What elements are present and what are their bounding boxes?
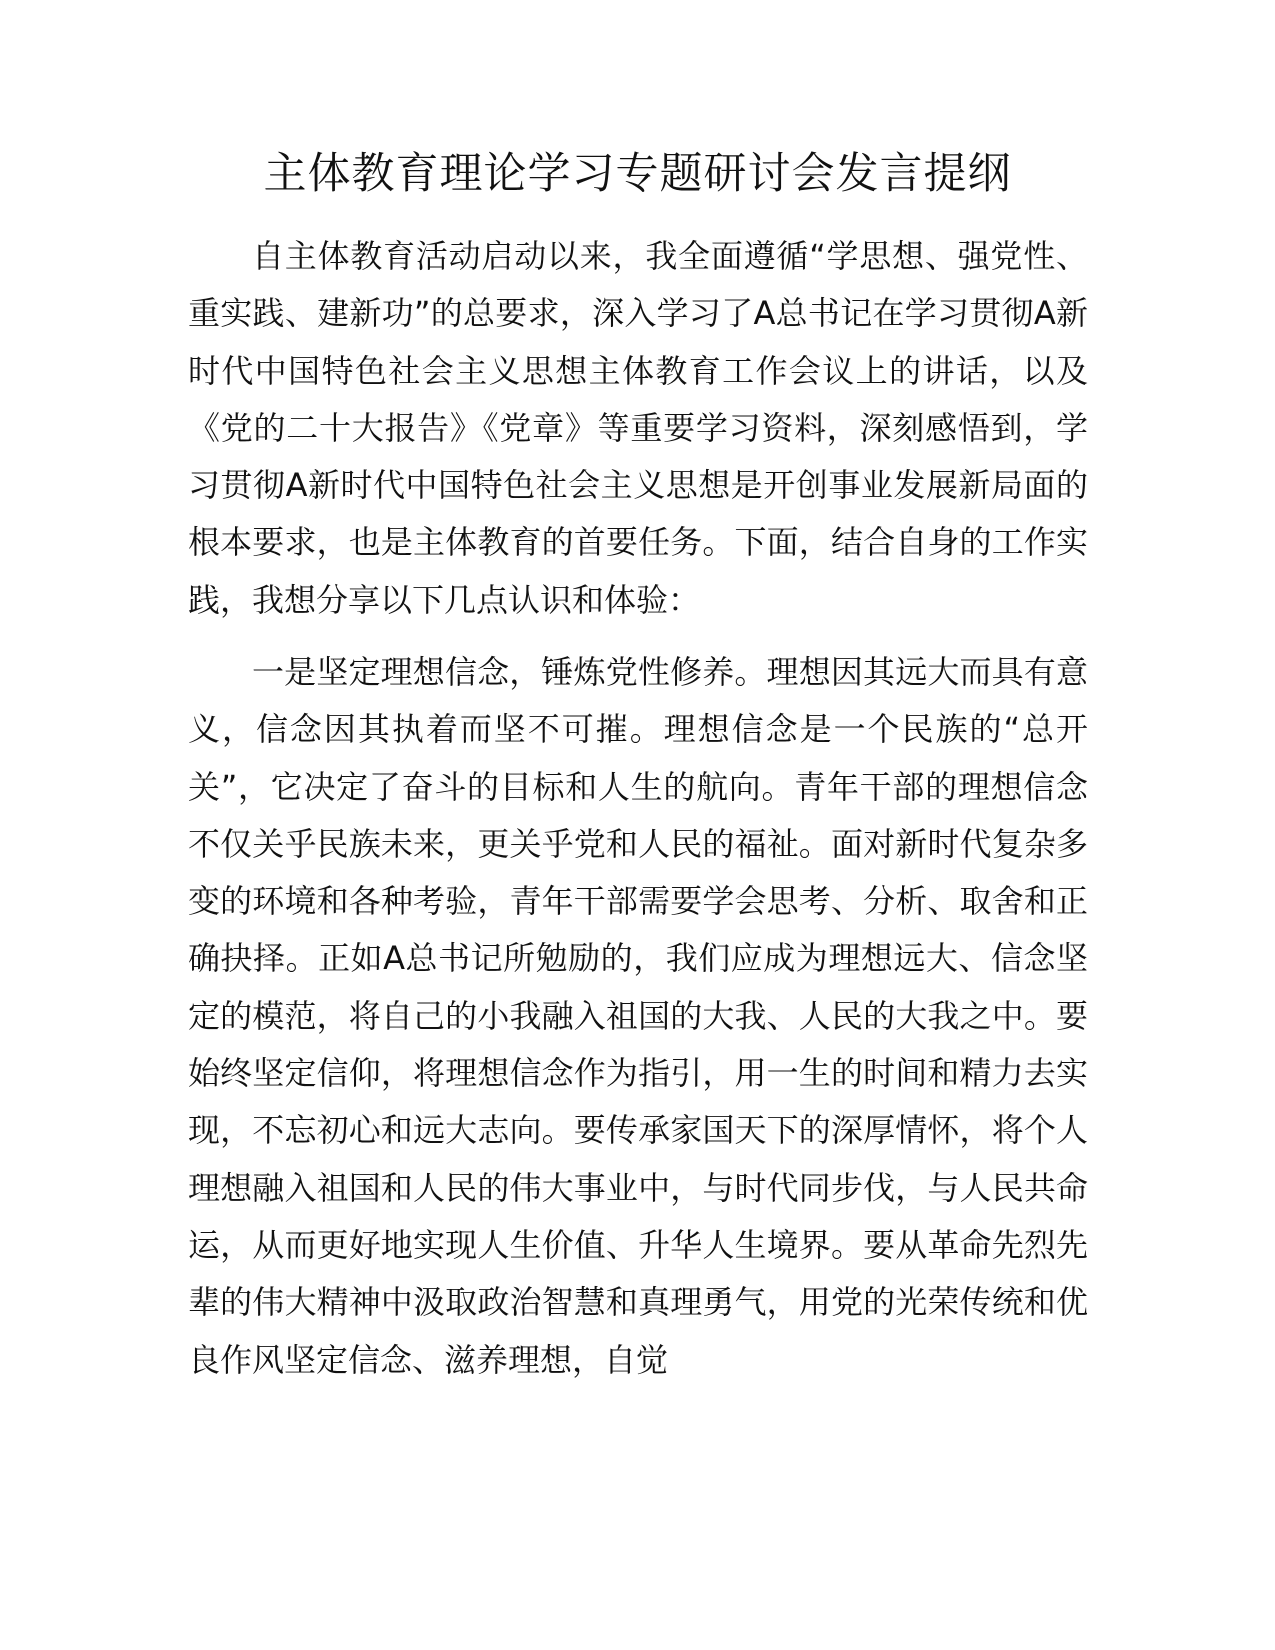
paragraph-point-one: 一是坚定理想信念，锤炼党性修养。理想因其远大而具有意义，信念因其执着而坚不可摧。理想信念是一个民族的“总开关”，它决定了奋斗的目标和人生的航向。青年干部的理想信念不仅关乎民族未来，更关乎党和人民的福祉。面对新时代复杂多变的环境和各种考验，青年干部需要学会思考、分析、取舍和正确抉择。正如A总书记所勉励的，我们应成为理想远大、信念坚定的模范，将自己的小我融入祖国的大我、人民的大我之中。要始终坚定信仰，将理想信念作为指引，用一生的时间和精力去实现，不忘初心和远大志向。要传承家国天下的深厚情怀，将个人理想融入祖国和人民的伟大事业中，与时代同步伐，与人民共命运，从而更好地实现人生价值、升华人生境界。要从革命先烈先辈的伟大精神中汲取政治智慧和真理勇气，用党的光荣传统和优良作风坚定信念、滋养理想，自觉 <box>188 653 1088 1379</box>
paragraph-intro: 自主体教育活动启动以来，我全面遵循“学思想、强党性、重实践、建新功”的总要求，深入学习了A总书记在学习贯彻A新时代中国特色社会主义思想主体教育工作会议上的讲话，以及《党的二十大报告》《党章》等重要学习资料，深刻感悟到，学习贯彻A新时代中国特色社会主义思想是开创事业发展新局面的根本要求，也是主体教育的首要任务。下面，结合自身的工作实践，我想分享以下几点认识和体验： <box>188 237 1088 619</box>
document-title: 主体教育理论学习专题研讨会发言提纲 <box>263 149 1012 199</box>
